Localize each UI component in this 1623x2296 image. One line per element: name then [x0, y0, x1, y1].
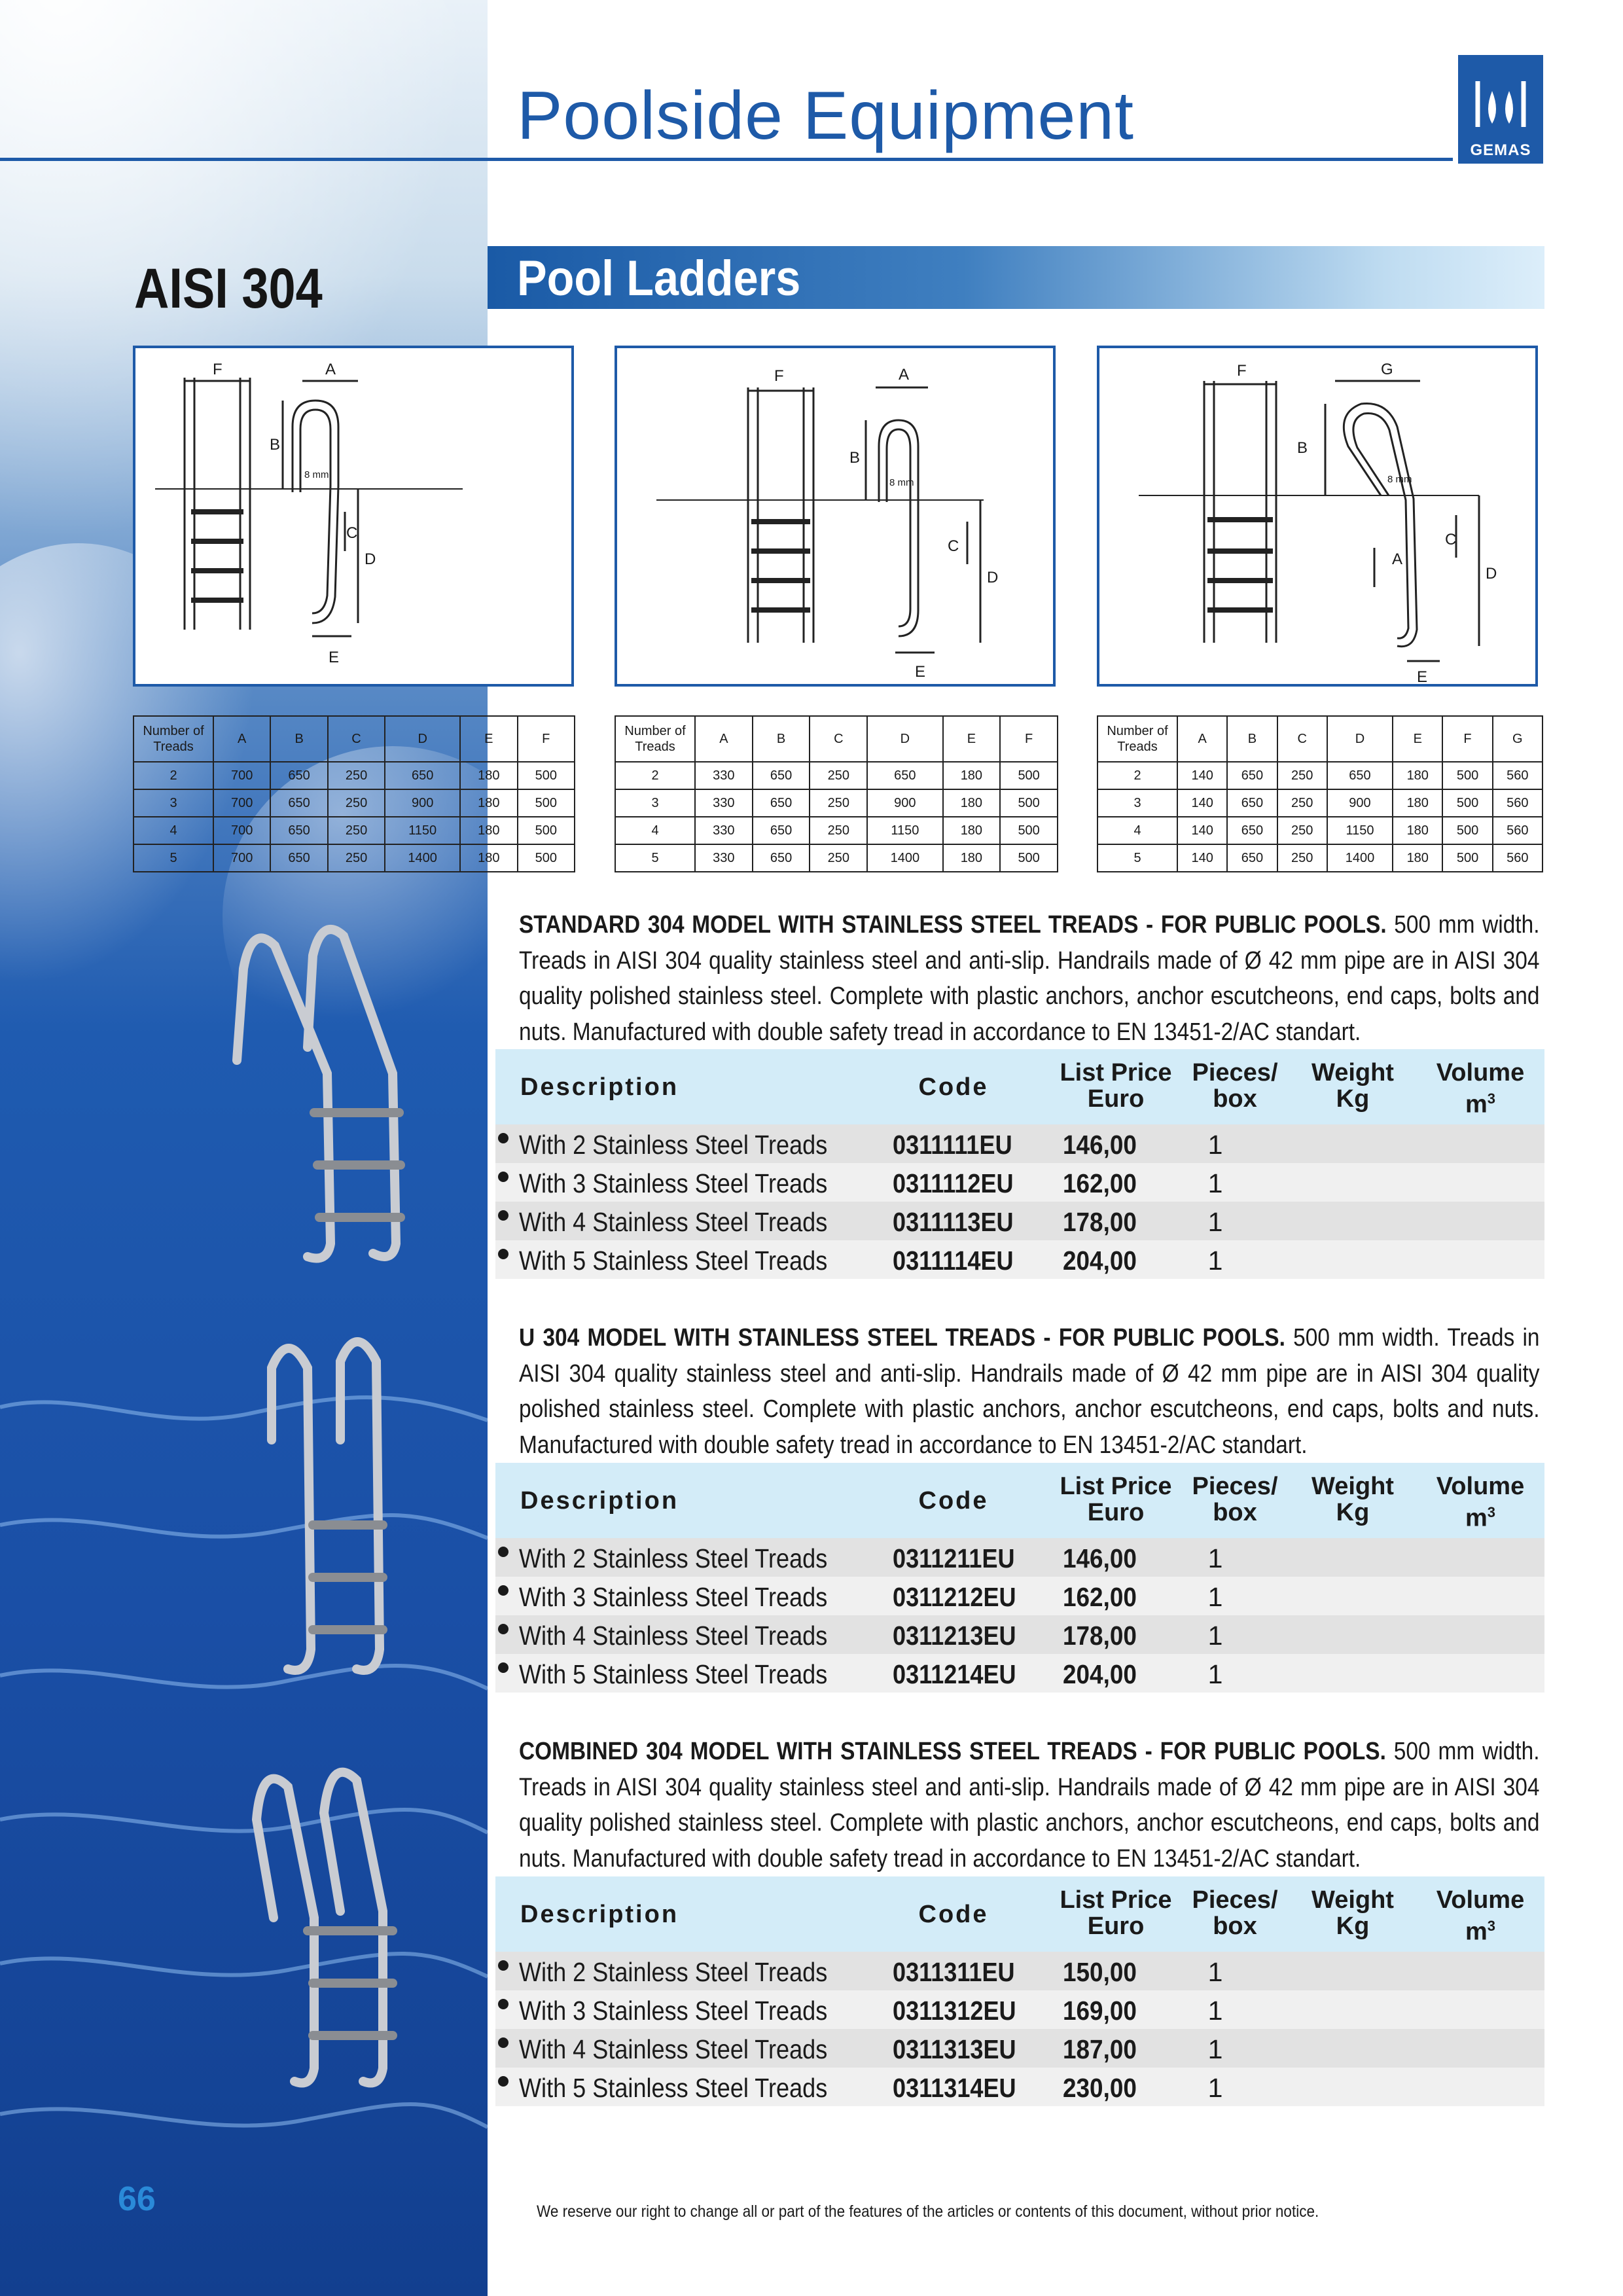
header-pieces: Pieces/ box — [1192, 1886, 1278, 1940]
dimension-header-cell: F — [1000, 716, 1058, 762]
row-description: With 2 Stainless Steel Treads — [519, 1130, 828, 1160]
dimension-header-cell: Number of Treads — [134, 716, 213, 762]
row-code: 0311314EU — [893, 2073, 1016, 2103]
dimension-cell: 1150 — [867, 817, 942, 844]
dimension-cell: 650 — [1327, 762, 1393, 789]
dimension-header-cell: D — [385, 716, 460, 762]
dim-label-mm: 8 mm — [304, 469, 329, 480]
dimension-cell: 180 — [943, 762, 1001, 789]
dimension-cell: 180 — [1393, 817, 1442, 844]
table-row — [495, 1615, 1544, 1654]
product-text: 500 mm width. Treads in AISI 304 quality stainless steel and anti-slip. Handrails made of Ø 42 mm pipe are in AISI 304 quality polished stainless steel. Complete with plastic anchors, anchor escutcheons, end caps, bolts and nuts. Manufactured with double safety tread in accordance to EN 13451-2/AC standart. — [519, 911, 1540, 1046]
dimension-cell: 250 — [328, 762, 385, 789]
dimension-cell: 650 — [1227, 789, 1277, 817]
dimension-cell: 1400 — [1327, 844, 1393, 872]
dimension-cell: 650 — [753, 762, 810, 789]
dim-label-a: A — [899, 366, 910, 384]
dimension-cell: 250 — [810, 844, 867, 872]
dimension-cell: 650 — [385, 762, 460, 789]
table-row — [495, 2068, 1544, 2106]
table-row — [495, 1240, 1544, 1279]
dimension-row — [1097, 789, 1543, 817]
dimension-cell: 140 — [1177, 844, 1227, 872]
dimension-cell: 180 — [943, 817, 1001, 844]
dimension-cell: 180 — [460, 762, 517, 789]
bullet-icon — [498, 1249, 508, 1259]
dimension-header-cell: A — [1177, 716, 1227, 762]
dim-label-c: C — [1445, 531, 1457, 548]
dimension-cell: 250 — [328, 817, 385, 844]
header-pieces: Pieces/ box — [1192, 1059, 1278, 1113]
dimension-table-combined — [1097, 715, 1543, 872]
bullet-icon — [498, 2076, 508, 2087]
dim-label-b: B — [849, 449, 861, 467]
dimension-cell: 500 — [1442, 817, 1492, 844]
dimension-header-cell: C — [810, 716, 867, 762]
table-row — [495, 1952, 1544, 1990]
row-pieces: 1 — [1207, 2034, 1223, 2064]
dimension-cell: 560 — [1493, 817, 1543, 844]
row-code: 0311311EU — [893, 1957, 1015, 1987]
dimension-header-cell: B — [270, 716, 327, 762]
header-code: Code — [918, 1901, 989, 1928]
dimension-cell: 650 — [270, 817, 327, 844]
dimension-cell: 180 — [943, 844, 1001, 872]
row-code: 0311211EU — [893, 1543, 1015, 1573]
dimension-cell: 560 — [1493, 789, 1543, 817]
row-description: With 5 Stainless Steel Treads — [519, 1246, 828, 1276]
header-weight: Weight Kg — [1311, 1059, 1394, 1113]
dimension-row — [615, 789, 1058, 817]
product-lead: STANDARD 304 MODEL WITH STAINLESS STEEL TREADS - FOR PUBLIC POOLS. — [519, 911, 1387, 939]
row-description: With 4 Stainless Steel Treads — [519, 1621, 828, 1651]
dimension-header-cell: A — [695, 716, 753, 762]
dimension-cell: 500 — [518, 762, 575, 789]
dim-label-c: C — [948, 537, 959, 555]
dim-label-f: F — [213, 361, 223, 378]
dimension-row — [134, 817, 575, 844]
dimension-cell: 900 — [1327, 789, 1393, 817]
dimension-cell: 560 — [1493, 844, 1543, 872]
row-pieces: 1 — [1207, 1207, 1223, 1237]
dimension-cell: 330 — [695, 789, 753, 817]
table-row — [495, 1163, 1544, 1202]
dim-label-g: G — [1381, 361, 1393, 378]
row-pieces: 1 — [1207, 1957, 1223, 1987]
header-volume: Volume $m^3$ — [1436, 1473, 1525, 1532]
row-pieces: 1 — [1207, 1543, 1223, 1573]
bullet-icon — [498, 1547, 508, 1557]
price-table-header — [495, 1876, 1544, 1952]
dimension-row — [1097, 762, 1543, 789]
row-code: 0311313EU — [893, 2034, 1016, 2064]
product-description — [519, 1320, 1540, 1463]
diagram-combined — [1097, 346, 1538, 687]
dimension-cell: 250 — [328, 844, 385, 872]
dimension-cell: 500 — [1000, 844, 1058, 872]
dimension-cell: 500 — [518, 789, 575, 817]
dimension-header-cell: C — [1277, 716, 1327, 762]
dim-label-d: D — [1486, 565, 1497, 583]
table-row — [495, 1538, 1544, 1577]
row-pieces: 1 — [1207, 1582, 1223, 1612]
dimension-header-cell: A — [213, 716, 270, 762]
dimension-cell: 5 — [615, 844, 695, 872]
dimension-header-cell: B — [753, 716, 810, 762]
table-row — [495, 1124, 1544, 1163]
table-row — [495, 2029, 1544, 2068]
dimension-header-cell: Number of Treads — [615, 716, 695, 762]
header-code: Code — [918, 1487, 989, 1515]
dim-label-e: E — [915, 663, 926, 681]
row-price: 204,00 — [1063, 1659, 1137, 1689]
dimension-header-cell: F — [1442, 716, 1492, 762]
row-description: With 5 Stainless Steel Treads — [519, 2073, 828, 2103]
product-text: 500 mm width. Treads in AISI 304 quality stainless steel and anti-slip. Handrails made of Ø 42 mm pipe are in AISI 304 quality polished stainless steel. Complete with plastic anchors, anchor escutcheons, end caps, bolts and nuts. Manufactured with double safety tread in accordance to EN 13451-2/AC standart. — [519, 1738, 1540, 1873]
dimension-cell: 650 — [867, 762, 942, 789]
dimension-cell: 500 — [1000, 789, 1058, 817]
dimension-header-cell: D — [1327, 716, 1393, 762]
row-price: 162,00 — [1063, 1582, 1137, 1612]
dimension-cell: 700 — [213, 844, 270, 872]
dimension-cell: 1400 — [867, 844, 942, 872]
title-underline — [0, 158, 1453, 161]
dimension-cell: 1400 — [385, 844, 460, 872]
header-list-price: List Price Euro — [1060, 1886, 1172, 1940]
dimension-cell: 1150 — [1327, 817, 1393, 844]
dimension-cell: 900 — [385, 789, 460, 817]
dimension-cell: 500 — [518, 817, 575, 844]
series-label: AISI 304 — [134, 257, 323, 320]
row-description: With 4 Stainless Steel Treads — [519, 2034, 828, 2064]
row-price: 178,00 — [1063, 1621, 1137, 1651]
row-description: With 3 Stainless Steel Treads — [519, 1996, 828, 2026]
dimension-cell: 560 — [1493, 762, 1543, 789]
dimension-cell: 4 — [615, 817, 695, 844]
dimension-cell: 3 — [1097, 789, 1177, 817]
dim-label-mm: 8 mm — [1387, 474, 1412, 485]
dim-label-f: F — [774, 367, 784, 385]
dimension-cell: 250 — [328, 789, 385, 817]
dim-label-e: E — [329, 649, 340, 666]
dimension-drawing — [1099, 348, 1535, 684]
dimension-header-cell: G — [1493, 716, 1543, 762]
header-description: Description — [520, 1901, 679, 1928]
waterdrop-logo-icon — [1458, 55, 1543, 140]
dimension-table-u-model — [615, 715, 1058, 872]
header-weight: Weight Kg — [1311, 1886, 1394, 1940]
bullet-icon — [498, 1999, 508, 2009]
header-list-price: List Price Euro — [1060, 1059, 1172, 1113]
price-table-header — [495, 1463, 1544, 1539]
row-price: 146,00 — [1063, 1543, 1137, 1573]
dimension-cell: 4 — [1097, 817, 1177, 844]
bullet-icon — [498, 1210, 508, 1221]
product-lead: COMBINED 304 MODEL WITH STAINLESS STEEL TREADS - FOR PUBLIC POOLS. — [519, 1738, 1386, 1765]
header-description: Description — [520, 1073, 679, 1101]
dimension-cell: 500 — [1000, 762, 1058, 789]
row-price: 169,00 — [1063, 1996, 1137, 2026]
row-description: With 2 Stainless Steel Treads — [519, 1543, 828, 1573]
dimension-drawing — [135, 348, 571, 684]
dimension-cell: 2 — [615, 762, 695, 789]
row-code: 0311312EU — [893, 1996, 1016, 2026]
dimension-row — [615, 844, 1058, 872]
dimension-table-standard — [133, 715, 575, 872]
bullet-icon — [498, 1133, 508, 1143]
dim-label-e: E — [1417, 668, 1428, 684]
product-text: 500 mm width. Treads in AISI 304 quality stainless steel and anti-slip. Handrails made of Ø 42 mm pipe are in AISI 304 quality polished stainless steel. Complete with plastic anchors, anchor escutcheons, end caps, bolts and nuts. Manufactured with double safety tread in accordance to EN 13451-2/AC standart. — [519, 1324, 1540, 1459]
dimension-cell: 900 — [867, 789, 942, 817]
bullet-icon — [498, 1662, 508, 1673]
dimension-cell: 250 — [1277, 844, 1327, 872]
dimension-row — [134, 789, 575, 817]
bullet-icon — [498, 1960, 508, 1971]
dim-label-f: F — [1237, 362, 1247, 380]
header-description: Description — [520, 1487, 679, 1515]
dim-label-b: B — [1297, 439, 1308, 457]
dimension-header-cell: C — [328, 716, 385, 762]
water-background — [0, 0, 488, 2296]
row-pieces: 1 — [1207, 1130, 1223, 1160]
dimension-row — [134, 844, 575, 872]
page-number: 66 — [118, 2180, 156, 2218]
dimension-cell: 180 — [1393, 844, 1442, 872]
page-title: Poolside Equipment — [517, 78, 1135, 154]
dimension-header-cell: D — [867, 716, 942, 762]
dim-label-a: A — [1392, 550, 1403, 568]
dimension-header-cell: E — [460, 716, 517, 762]
dimension-cell: 700 — [213, 817, 270, 844]
dimension-cell: 700 — [213, 762, 270, 789]
dimension-cell: 250 — [1277, 789, 1327, 817]
dimension-cell: 650 — [1227, 844, 1277, 872]
dimension-cell: 650 — [270, 789, 327, 817]
dimension-cell: 650 — [753, 817, 810, 844]
dimension-header-cell: E — [1393, 716, 1442, 762]
dimension-cell: 3 — [615, 789, 695, 817]
row-code: 0311113EU — [893, 1207, 1014, 1237]
bullet-icon — [498, 1585, 508, 1596]
table-row — [495, 1577, 1544, 1615]
dimension-cell: 180 — [943, 789, 1001, 817]
dimension-drawing — [617, 348, 1053, 684]
dim-label-d: D — [987, 569, 999, 586]
row-price: 230,00 — [1063, 2073, 1137, 2103]
dim-label-a: A — [325, 361, 336, 378]
dimension-cell: 250 — [1277, 762, 1327, 789]
dimension-cell: 650 — [753, 844, 810, 872]
footer-disclaimer: We reserve our right to change all or part of the features of the articles or contents of this document, without prior notice. — [537, 2202, 1319, 2221]
dimension-cell: 650 — [1227, 817, 1277, 844]
header-pieces: Pieces/ box — [1192, 1473, 1278, 1526]
dimension-cell: 650 — [753, 789, 810, 817]
row-price: 178,00 — [1063, 1207, 1137, 1237]
diagram-u-model — [615, 346, 1056, 687]
dimension-header-cell: E — [943, 716, 1001, 762]
product-description — [519, 907, 1540, 1050]
row-price: 150,00 — [1063, 1957, 1137, 1987]
row-description: With 2 Stainless Steel Treads — [519, 1957, 828, 1987]
dimension-row — [615, 817, 1058, 844]
row-pieces: 1 — [1207, 1659, 1223, 1689]
table-row — [495, 1990, 1544, 2029]
section-title: Pool Ladders — [517, 251, 801, 306]
header-code: Code — [918, 1073, 989, 1101]
dimension-cell: 3 — [134, 789, 213, 817]
dimension-cell: 500 — [1000, 817, 1058, 844]
dimension-cell: 330 — [695, 844, 753, 872]
row-pieces: 1 — [1207, 2073, 1223, 2103]
dimension-cell: 140 — [1177, 762, 1227, 789]
dimension-cell: 180 — [460, 844, 517, 872]
dimension-cell: 500 — [1442, 789, 1492, 817]
dimension-cell: 500 — [518, 844, 575, 872]
dimension-cell: 2 — [134, 762, 213, 789]
row-description: With 3 Stainless Steel Treads — [519, 1168, 828, 1198]
table-row — [495, 1654, 1544, 1693]
row-code: 0311114EU — [893, 1246, 1014, 1276]
dimension-cell: 650 — [1227, 762, 1277, 789]
dimension-cell: 500 — [1442, 762, 1492, 789]
dimension-cell: 250 — [1277, 817, 1327, 844]
dimension-cell: 250 — [810, 762, 867, 789]
header-volume: Volume $m^3$ — [1436, 1059, 1525, 1119]
dimension-cell: 250 — [810, 817, 867, 844]
dimension-row — [615, 762, 1058, 789]
product-description — [519, 1734, 1540, 1876]
dimension-cell: 5 — [134, 844, 213, 872]
dimension-cell: 140 — [1177, 817, 1227, 844]
dimension-row — [1097, 817, 1543, 844]
dimension-row — [1097, 844, 1543, 872]
row-price: 162,00 — [1063, 1168, 1137, 1198]
dimension-cell: 250 — [810, 789, 867, 817]
dimension-row — [134, 762, 575, 789]
row-price: 204,00 — [1063, 1246, 1137, 1276]
row-code: 0311212EU — [893, 1582, 1016, 1612]
row-description: With 4 Stainless Steel Treads — [519, 1207, 828, 1237]
logo-text: GEMAS — [1470, 141, 1531, 159]
row-code: 0311213EU — [893, 1621, 1016, 1651]
dimension-cell: 2 — [1097, 762, 1177, 789]
dimension-header-cell: Number of Treads — [1097, 716, 1177, 762]
row-pieces: 1 — [1207, 1996, 1223, 2026]
dim-label-d: D — [365, 550, 376, 568]
bullet-icon — [498, 2037, 508, 2048]
row-pieces: 1 — [1207, 1246, 1223, 1276]
water-image — [0, 0, 488, 2296]
dimension-cell: 500 — [1442, 844, 1492, 872]
dimension-cell: 180 — [1393, 789, 1442, 817]
dimension-cell: 650 — [270, 844, 327, 872]
dimension-cell: 650 — [270, 762, 327, 789]
header-volume: Volume $m^3$ — [1436, 1886, 1525, 1946]
dimension-cell: 330 — [695, 762, 753, 789]
row-price: 146,00 — [1063, 1130, 1137, 1160]
gemas-logo — [1458, 55, 1543, 164]
row-price: 187,00 — [1063, 2034, 1137, 2064]
row-pieces: 1 — [1207, 1168, 1223, 1198]
dimension-cell: 4 — [134, 817, 213, 844]
dimension-header-cell: F — [518, 716, 575, 762]
row-pieces: 1 — [1207, 1621, 1223, 1651]
row-description: With 3 Stainless Steel Treads — [519, 1582, 828, 1612]
dimension-header-cell: B — [1227, 716, 1277, 762]
price-table-header — [495, 1049, 1544, 1125]
dimension-cell: 330 — [695, 817, 753, 844]
row-code: 0311111EU — [893, 1130, 1012, 1160]
dimension-cell: 1150 — [385, 817, 460, 844]
table-row — [495, 1202, 1544, 1240]
dim-label-c: C — [346, 524, 358, 542]
diagram-standard — [133, 346, 574, 687]
dimension-cell: 5 — [1097, 844, 1177, 872]
dim-label-mm: 8 mm — [889, 477, 914, 488]
header-weight: Weight Kg — [1311, 1473, 1394, 1526]
product-lead: U 304 MODEL WITH STAINLESS STEEL TREADS - FOR PUBLIC POOLS. — [519, 1324, 1285, 1352]
row-code: 0311112EU — [893, 1168, 1014, 1198]
dim-label-b: B — [270, 436, 281, 454]
bullet-icon — [498, 1624, 508, 1634]
dimension-cell: 140 — [1177, 789, 1227, 817]
row-description: With 5 Stainless Steel Treads — [519, 1659, 828, 1689]
dimension-cell: 180 — [460, 789, 517, 817]
row-code: 0311214EU — [893, 1659, 1016, 1689]
dimension-cell: 180 — [1393, 762, 1442, 789]
dimension-cell: 180 — [460, 817, 517, 844]
dimension-cell: 700 — [213, 789, 270, 817]
header-list-price: List Price Euro — [1060, 1473, 1172, 1526]
bullet-icon — [498, 1172, 508, 1182]
